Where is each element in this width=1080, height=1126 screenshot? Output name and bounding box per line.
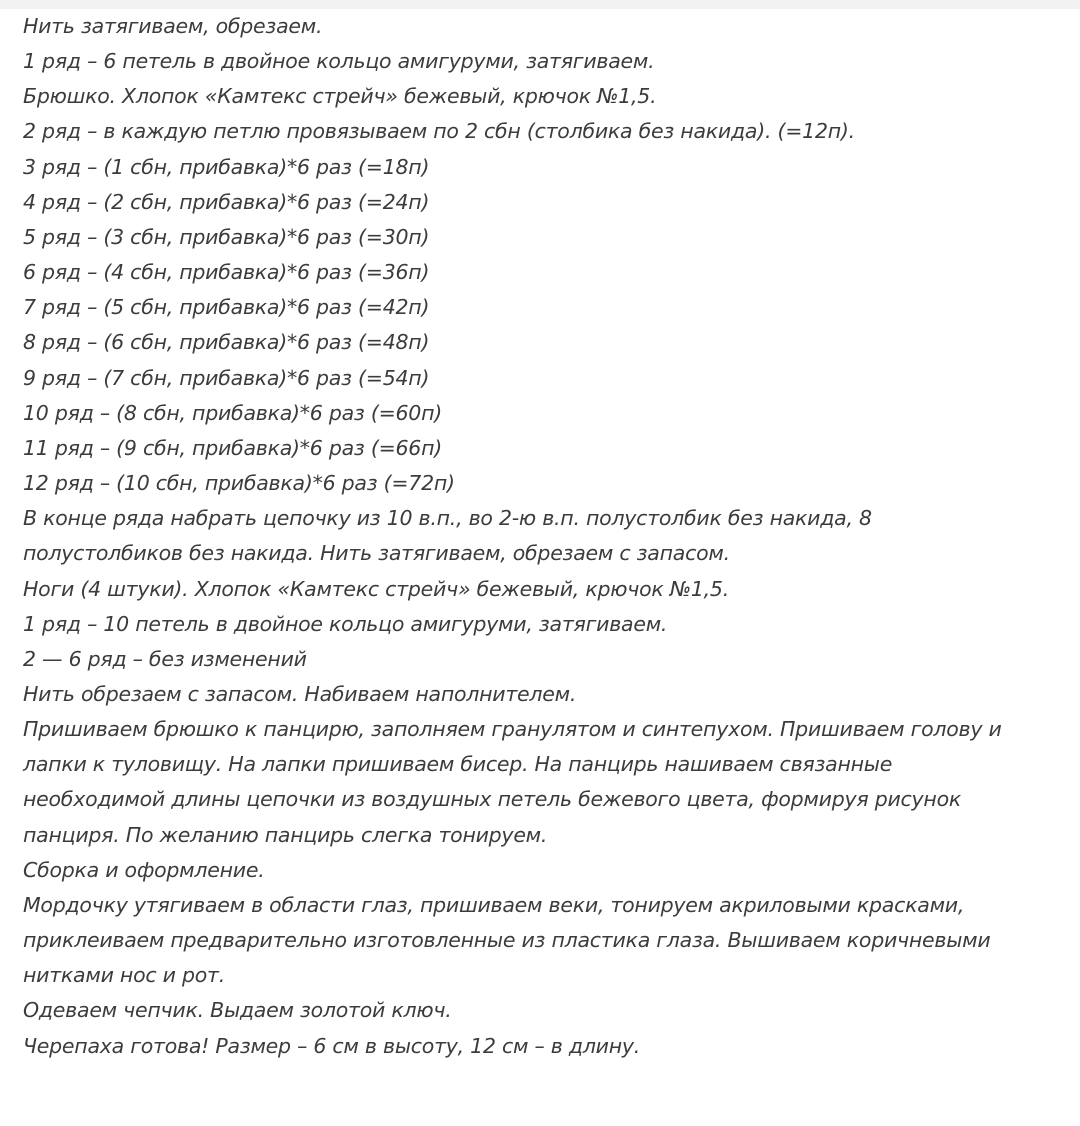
top-strip	[0, 0, 1080, 9]
text-line: нитками нос и рот.	[23, 963, 226, 988]
text-line: 2 ряд – в каждую петлю провязываем по 2 сбн (столбика без накида). (=12п).	[23, 119, 855, 144]
text-line: В конце ряда набрать цепочку из 10 в.п., во 2-ю в.п. полустолбик без накида, 8	[23, 506, 872, 531]
document-body	[23, 9, 1073, 1064]
text-line: необходимой длины цепочки из воздушных петель бежевого цвета, формируя рисунок	[23, 787, 962, 812]
text-line: приклеиваем предварительно изготовленные из пластика глаза. Вышиваем коричневыми	[23, 928, 991, 953]
text-line: 5 ряд – (3 сбн, прибавка)*6 раз (=30п)	[23, 224, 430, 249]
text-line: Черепаха готова! Размер – 6 см в высоту, 12 см – в длину.	[23, 1033, 641, 1058]
text-line: 4 ряд – (2 сбн, прибавка)*6 раз (=24п)	[23, 189, 430, 214]
text-line: 12 ряд – (10 сбн, прибавка)*6 раз (=72п)	[23, 471, 455, 496]
text-line: Пришиваем брюшко к панцирю, заполняем гранулятом и синтепухом. Пришиваем голову и	[23, 717, 1002, 742]
text-line: Одеваем чепчик. Выдаем золотой ключ.	[23, 998, 452, 1023]
text-line: Нить обрезаем с запасом. Набиваем наполнителем.	[23, 681, 577, 706]
text-line: 1 ряд – 10 петель в двойное кольцо амигуруми, затягиваем.	[23, 611, 668, 636]
text-line: 1 ряд – 6 петель в двойное кольцо амигуруми, затягиваем.	[23, 49, 655, 74]
text-line: Брюшко. Хлопок «Камтекс стрейч» бежевый, крючок №1,5.	[23, 84, 657, 109]
text-line: 11 ряд – (9 сбн, прибавка)*6 раз (=66п)	[23, 435, 442, 460]
text-line: 8 ряд – (6 сбн, прибавка)*6 раз (=48п)	[23, 330, 430, 355]
text-line: Нить затягиваем, обрезаем.	[23, 14, 323, 38]
text-line: лапки к туловищу. На лапки пришиваем бисер. На панцирь нашиваем связанные	[23, 752, 893, 777]
text-line: Мордочку утягиваем в области глаз, пришиваем веки, тонируем акриловыми красками,	[23, 892, 965, 917]
text-line: 10 ряд – (8 сбн, прибавка)*6 раз (=60п)	[23, 400, 442, 425]
text-line: 2 — 6 ряд – без изменений	[23, 646, 307, 671]
text-line: панциря. По желанию панцирь слегка тонируем.	[23, 822, 548, 847]
text-line: полустолбиков без накида. Нить затягиваем, обрезаем с запасом.	[23, 541, 730, 566]
text-line: 9 ряд – (7 сбн, прибавка)*6 раз (=54п)	[23, 365, 430, 390]
text-line: 6 ряд – (4 сбн, прибавка)*6 раз (=36п)	[23, 260, 430, 285]
text-line: 7 ряд – (5 сбн, прибавка)*6 раз (=42п)	[23, 295, 430, 320]
text-line: Сборка и оформление.	[23, 857, 265, 882]
text-line: 3 ряд – (1 сбн, прибавка)*6 раз (=18п)	[23, 154, 430, 179]
text-line: Ноги (4 штуки). Хлопок «Камтекс стрейч» бежевый, крючок №1,5.	[23, 576, 729, 601]
